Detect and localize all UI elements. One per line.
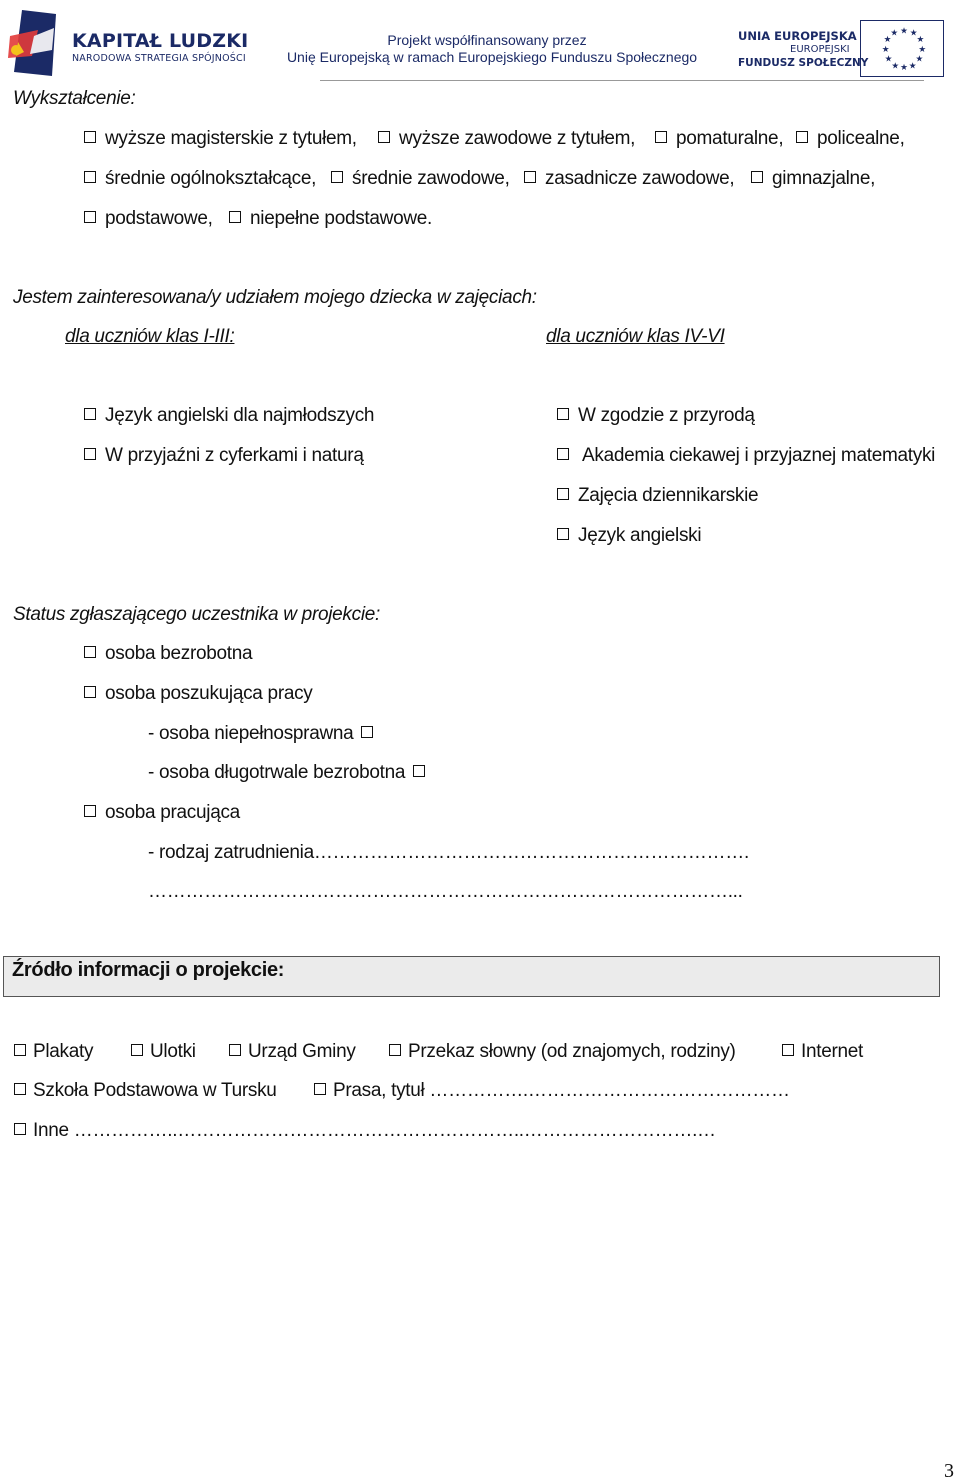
status-suboption[interactable]: - osoba długotrwale bezrobotna <box>148 762 425 784</box>
class-option[interactable]: Zajęcia dziennikarskie <box>557 485 758 507</box>
checkbox[interactable] <box>84 805 96 817</box>
kapital-ludzki-logo <box>8 6 60 78</box>
checkbox[interactable] <box>84 171 96 183</box>
source-option[interactable]: Ulotki <box>131 1041 196 1063</box>
checkbox[interactable] <box>557 528 569 540</box>
logo-title: KAPITAŁ LUDZKI <box>72 30 249 52</box>
source-option[interactable]: Internet <box>782 1041 863 1063</box>
checkbox[interactable] <box>84 131 96 143</box>
checkbox[interactable] <box>331 171 343 183</box>
checkbox[interactable] <box>84 448 96 460</box>
education-heading: Wykształcenie: <box>13 88 136 109</box>
source-option[interactable]: Przekaz słowny (od znajomych, rodziny) <box>389 1041 736 1063</box>
svg-text:★: ★ <box>916 35 925 46</box>
employment-type-field[interactable]: - rodzaj zatrudnienia……………………………………………………………. <box>148 842 749 863</box>
header-divider <box>320 80 924 81</box>
education-option[interactable]: średnie zawodowe, <box>331 168 510 190</box>
education-option[interactable]: podstawowe, <box>84 208 213 230</box>
checkbox[interactable] <box>751 171 763 183</box>
svg-text:★: ★ <box>915 54 924 65</box>
svg-text:★: ★ <box>891 61 900 72</box>
source-option-other[interactable]: Inne ……………..………………………………………………..……………………….… <box>14 1120 716 1142</box>
status-heading: Status zgłaszającego uczestnika w projekcie: <box>13 604 380 625</box>
class-option[interactable]: W zgodzie z przyrodą <box>557 405 755 427</box>
class-option[interactable]: W przyjaźni z cyferkami i naturą <box>84 445 364 467</box>
svg-text:★: ★ <box>890 28 899 39</box>
employment-type-field-line2[interactable]: …………………………………………………………………………………... <box>148 881 743 902</box>
checkbox[interactable] <box>84 646 96 658</box>
education-option[interactable]: wyższe zawodowe z tytułem, <box>378 128 635 150</box>
checkbox[interactable] <box>14 1044 26 1056</box>
checkbox[interactable] <box>14 1123 26 1135</box>
logo-subtitle: NARODOWA STRATEGIA SPÓJNOŚCI <box>72 53 246 64</box>
checkbox[interactable] <box>389 1044 401 1056</box>
checkbox[interactable] <box>131 1044 143 1056</box>
checkbox[interactable] <box>84 211 96 223</box>
checkbox[interactable] <box>229 211 241 223</box>
svg-text:★: ★ <box>881 44 890 55</box>
checkbox[interactable] <box>84 408 96 420</box>
education-option[interactable]: niepełne podstawowe. <box>229 208 432 230</box>
source-heading: Źródło informacji o projekcie: <box>12 959 285 981</box>
svg-text:★: ★ <box>900 63 908 74</box>
education-option[interactable]: gimnazjalne, <box>751 168 875 190</box>
source-option[interactable]: Szkoła Podstawowa w Tursku <box>14 1080 277 1102</box>
svg-text:★: ★ <box>908 61 917 72</box>
education-option[interactable]: zasadnicze zawodowe, <box>524 168 734 190</box>
svg-text:★: ★ <box>883 35 892 46</box>
education-option[interactable]: pomaturalne, <box>655 128 783 150</box>
checkbox[interactable] <box>524 171 536 183</box>
status-option[interactable]: osoba poszukująca pracy <box>84 683 313 705</box>
education-option[interactable]: średnie ogólnokształcące, <box>84 168 316 190</box>
project-cofinanced-line2: Unię Europejską w ramach Europejskiego Funduszu Społecznego <box>286 49 698 65</box>
status-option[interactable]: osoba pracująca <box>84 802 240 824</box>
class-option[interactable]: Język angielski <box>557 525 701 547</box>
checkbox[interactable] <box>796 131 808 143</box>
status-suboption[interactable]: - osoba niepełnosprawna <box>148 723 373 745</box>
class-option[interactable]: Język angielski dla najmłodszych <box>84 405 374 427</box>
class-option[interactable]: Akademia ciekawej i przyjaznej matematyki <box>557 445 935 467</box>
eu-label-line3: FUNDUSZ SPOŁECZNY <box>738 57 869 69</box>
checkbox[interactable] <box>557 488 569 500</box>
education-option[interactable]: wyższe magisterskie z tytułem, <box>84 128 357 150</box>
checkbox[interactable] <box>361 726 373 738</box>
page-number: 3 <box>944 1460 954 1482</box>
svg-text:★: ★ <box>900 26 908 37</box>
classes-left-heading: dla uczniów klas I-III: <box>65 326 235 347</box>
source-option[interactable]: Plakaty <box>14 1041 93 1063</box>
eu-label-line2: EUROPEJSKI <box>790 44 850 55</box>
checkbox[interactable] <box>84 686 96 698</box>
source-option-press[interactable]: Prasa, tytuł …………….…………………………………… <box>314 1080 790 1102</box>
svg-text:★: ★ <box>884 54 893 65</box>
eu-label-line1: UNIA EUROPEJSKA <box>738 29 857 43</box>
project-cofinanced-line1: Projekt współfinansowany przez <box>387 32 587 48</box>
checkbox[interactable] <box>557 408 569 420</box>
checkbox[interactable] <box>229 1044 241 1056</box>
classes-intro: Jestem zainteresowana/y udziałem mojego dziecka w zajęciach: <box>13 287 537 308</box>
checkbox[interactable] <box>557 448 569 460</box>
svg-text:★: ★ <box>909 28 918 39</box>
checkbox[interactable] <box>314 1083 326 1095</box>
classes-right-heading: dla uczniów klas IV-VI <box>546 326 725 347</box>
eu-flag-icon <box>860 20 944 77</box>
checkbox[interactable] <box>655 131 667 143</box>
checkbox[interactable] <box>413 765 425 777</box>
checkbox[interactable] <box>14 1083 26 1095</box>
svg-text:★: ★ <box>918 44 927 55</box>
source-option[interactable]: Urząd Gminy <box>229 1041 356 1063</box>
education-option[interactable]: policealne, <box>796 128 905 150</box>
checkbox[interactable] <box>782 1044 794 1056</box>
checkbox[interactable] <box>378 131 390 143</box>
status-option[interactable]: osoba bezrobotna <box>84 643 252 665</box>
